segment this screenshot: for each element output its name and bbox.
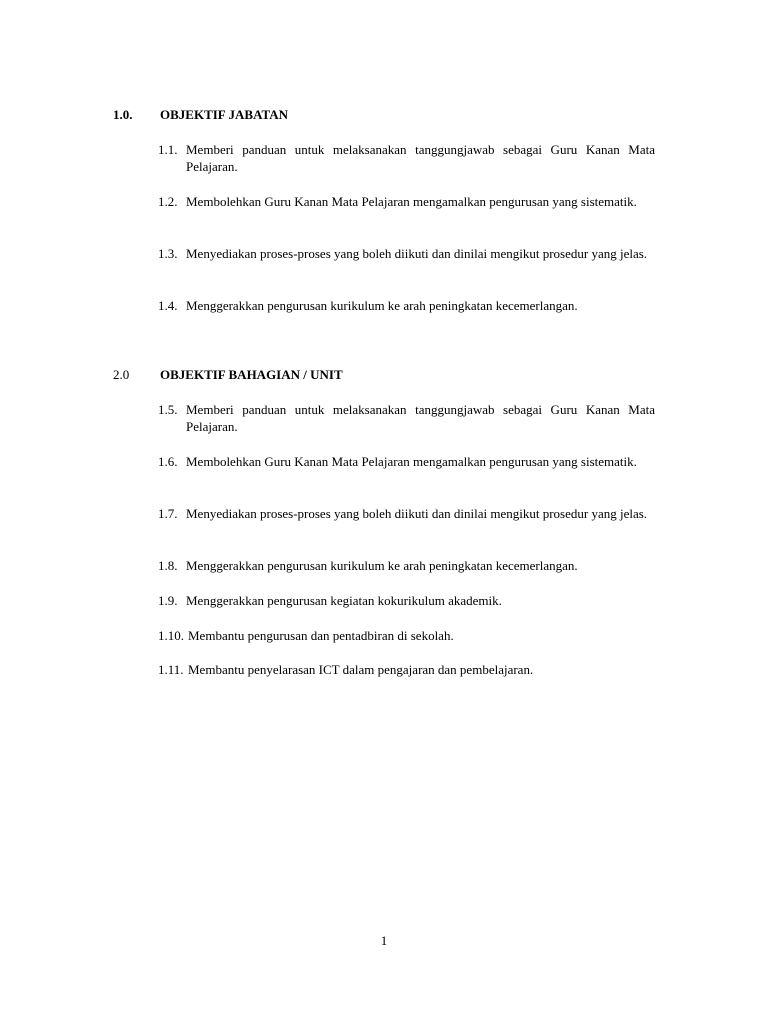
list-item <box>158 453 655 470</box>
list-item <box>158 592 655 609</box>
item-text: Menyediakan proses-proses yang boleh diikuti dan dinilai mengikut prosedur yang jelas. <box>186 506 648 521</box>
item-number: 1.4. <box>158 298 178 313</box>
list-item <box>158 401 655 435</box>
item-text: Memberi panduan untuk melaksanakan tanggungjawab sebagai Guru Kanan Mata Pelajaran. <box>186 142 655 174</box>
section-title: OBJEKTIF BAHAGIAN / UNIT <box>160 367 343 382</box>
item-number: 1.10. <box>158 628 184 643</box>
item-text: Menyediakan proses-proses yang boleh diikuti dan dinilai mengikut prosedur yang jelas. <box>186 246 648 261</box>
item-number: 1.9. <box>158 593 178 608</box>
section-heading <box>113 106 288 123</box>
item-text: Membolehkan Guru Kanan Mata Pelajaran mengamalkan pengurusan yang sistematik. <box>186 454 637 469</box>
item-number: 1.11. <box>158 662 184 677</box>
list-item <box>158 505 655 522</box>
list-item <box>158 193 655 210</box>
item-number: 1.6. <box>158 454 178 469</box>
list-item <box>158 297 655 314</box>
item-number: 1.2. <box>158 194 178 209</box>
item-text: Menggerakkan pengurusan kurikulum ke arah peningkatan kecemerlangan. <box>186 558 578 573</box>
item-number: 1.5. <box>158 402 178 417</box>
section-number: 1.0. <box>113 107 133 122</box>
item-text: Menggerakkan pengurusan kegiatan kokurikulum akademik. <box>186 593 502 608</box>
item-text: Membantu penyelarasan ICT dalam pengajaran dan pembelajaran. <box>188 662 534 677</box>
list-item <box>158 245 655 262</box>
item-text: Menggerakkan pengurusan kurikulum ke arah peningkatan kecemerlangan. <box>186 298 578 313</box>
section-number: 2.0 <box>113 367 130 382</box>
page-number: 1 <box>380 933 388 948</box>
item-number: 1.1. <box>158 142 178 157</box>
item-number: 1.8. <box>158 558 178 573</box>
section-title: OBJEKTIF JABATAN <box>160 107 288 122</box>
list-item <box>158 141 655 175</box>
item-number: 1.7. <box>158 506 178 521</box>
section-heading <box>113 366 343 383</box>
item-text: Memberi panduan untuk melaksanakan tanggungjawab sebagai Guru Kanan Mata Pelajaran. <box>186 402 655 434</box>
list-item <box>158 557 655 574</box>
list-item <box>158 661 655 678</box>
item-text: Membantu pengurusan dan pentadbiran di sekolah. <box>188 628 454 643</box>
list-item <box>158 627 655 644</box>
item-number: 1.3. <box>158 246 178 261</box>
item-text: Membolehkan Guru Kanan Mata Pelajaran mengamalkan pengurusan yang sistematik. <box>186 194 637 209</box>
